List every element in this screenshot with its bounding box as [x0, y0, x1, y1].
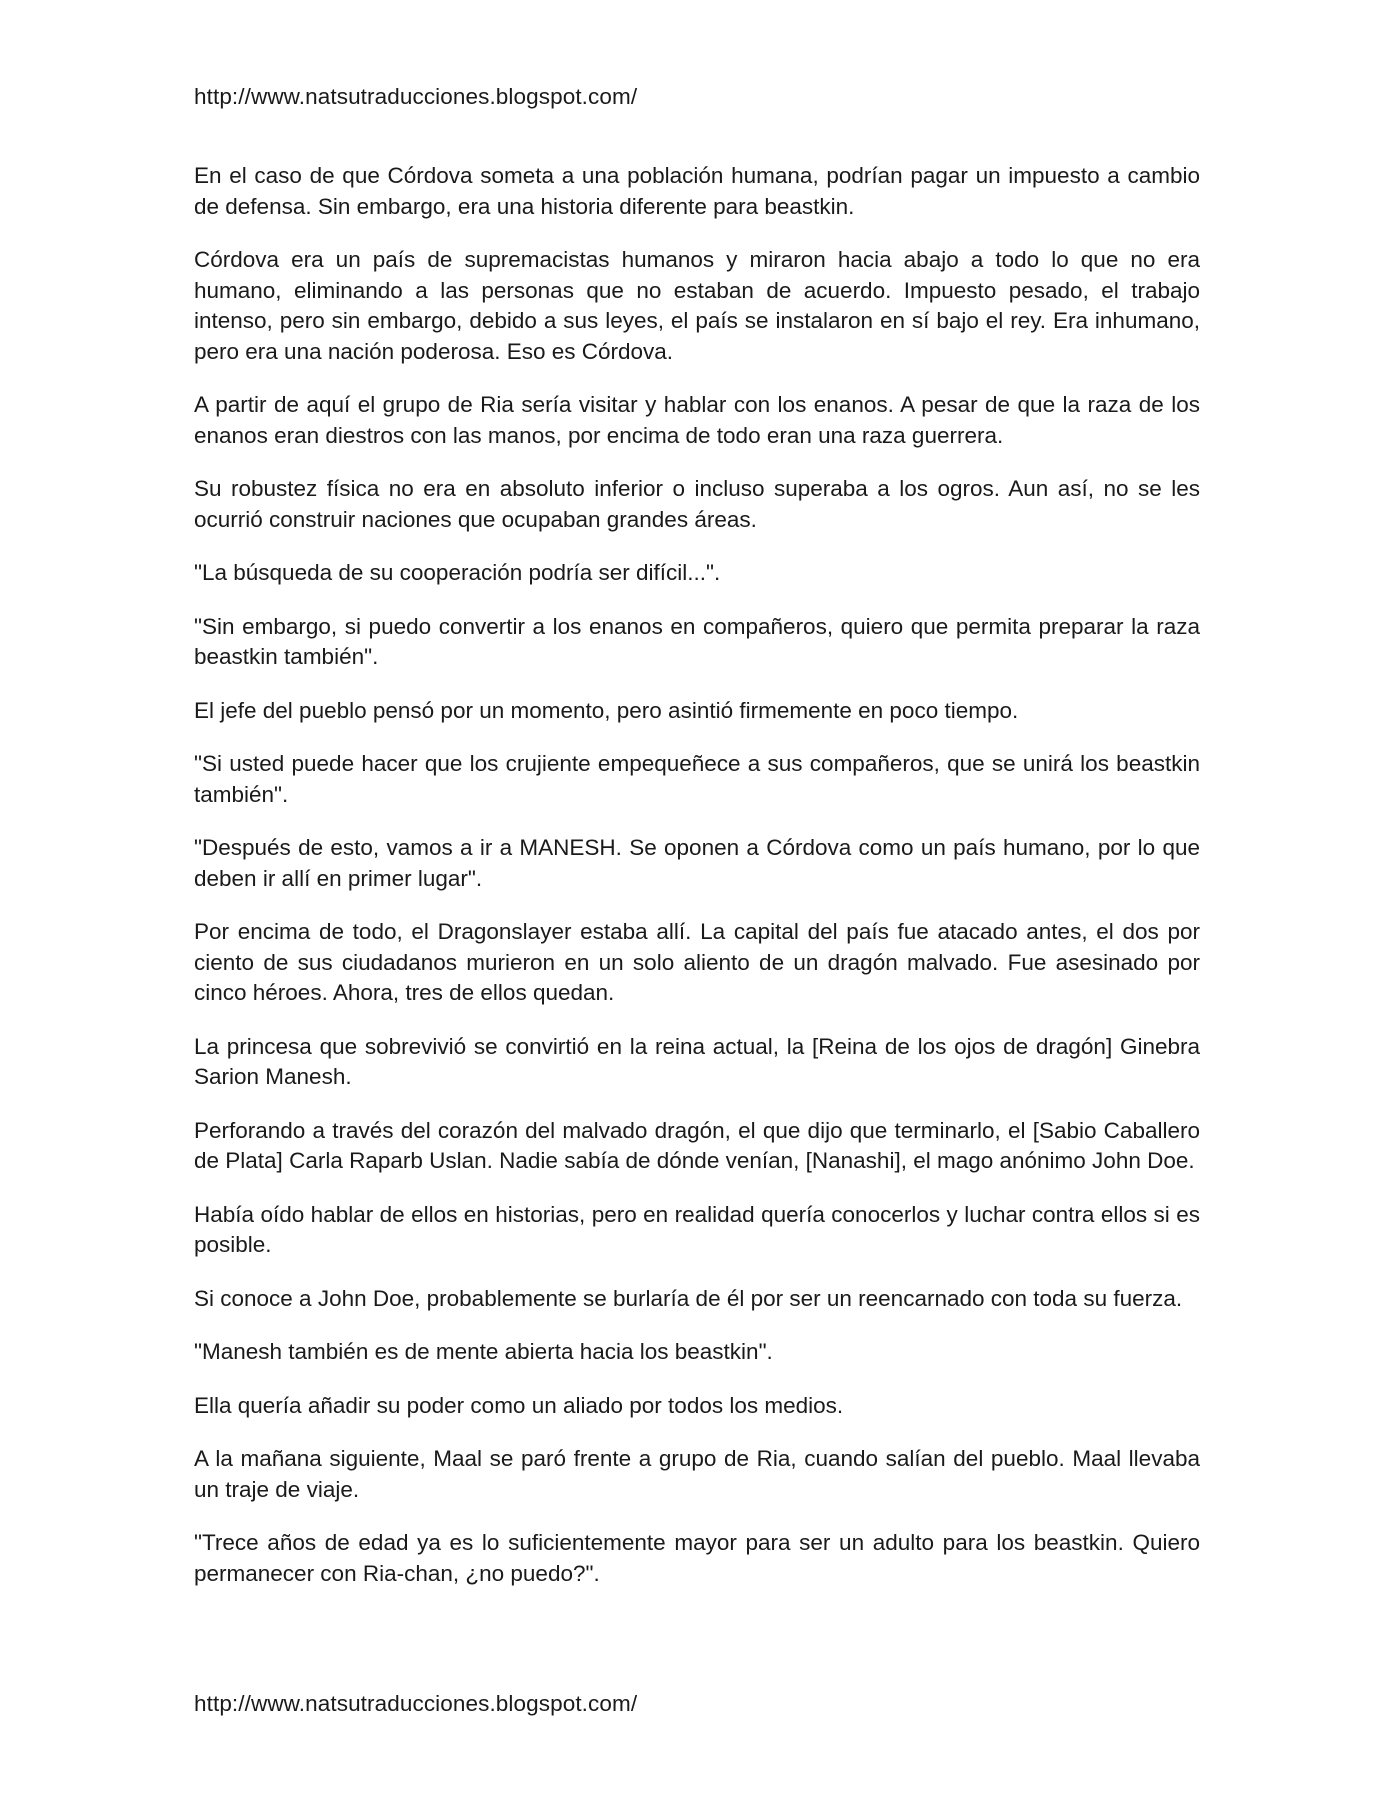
header-url: http://www.natsutraducciones.blogspot.com/: [194, 84, 638, 109]
paragraph: En el caso de que Córdova someta a una población humana, podrían pagar un impuesto a cambio de defensa. Sin embargo, era una historia diferente para beastkin.: [194, 163, 1200, 219]
paragraph: "Después de esto, vamos a ir a MANESH. Se oponen a Córdova como un país humano, por lo que deben ir allí en primer lugar".: [194, 835, 1200, 891]
paragraph: A partir de aquí el grupo de Ria sería visitar y hablar con los enanos. A pesar de que la raza de los enanos eran diestros con las manos, por encima de todo eran una raza guerrera.: [194, 392, 1200, 448]
paragraph: "Trece años de edad ya es lo suficientemente mayor para ser un adulto para los beastkin. Quiero permanecer con Ria-chan, ¿no puedo?".: [194, 1530, 1200, 1586]
paragraph: "Sin embargo, si puedo convertir a los enanos en compañeros, quiero que permita preparar la raza beastkin también".: [194, 613, 1200, 669]
paragraph: Ella quería añadir su poder como un aliado por todos los medios.: [194, 1392, 844, 1418]
paragraph: "Manesh también es de mente abierta hacia los beastkin".: [194, 1339, 773, 1364]
footer-url: http://www.natsutraducciones.blogspot.com/: [194, 1691, 638, 1716]
paragraph: "La búsqueda de su cooperación podría ser difícil...".: [194, 560, 721, 585]
paragraph: Había oído hablar de ellos en historias, pero en realidad quería conocerlos y luchar contra ellos si es posible.: [194, 1201, 1200, 1257]
paragraph: Si conoce a John Doe, probablemente se burlaría de él por ser un reencarnado con toda su fuerza.: [194, 1285, 1183, 1311]
paragraph: A la mañana siguiente, Maal se paró frente a grupo de Ria, cuando salían del pueblo. Maal llevaba un traje de viaje.: [194, 1446, 1200, 1502]
paragraph: Por encima de todo, el Dragonslayer estaba allí. La capital del país fue atacado antes, el dos por ciento de sus ciudadanos murieron en un solo aliento de un dragón malvado. Fue asesinado por cinco héroes. Ahora, tres de ellos quedan.: [194, 919, 1200, 1005]
document-body: [194, 161, 1200, 1589]
paragraph: Córdova era un país de supremacistas humanos y miraron hacia abajo a todo lo que no era humano, eliminando a las personas que no estaban de acuerdo. Impuesto pesado, el trabajo intenso, pero sin embargo, debido a sus leyes, el país se instalaron en sí bajo el rey. Era inhumano, pero era una nación poderosa. Eso es Córdova.: [194, 247, 1200, 364]
paragraph: Perforando a través del corazón del malvado dragón, el que dijo que terminarlo, el [Sabio Caballero de Plata] Carla Raparb Uslan. Nadie sabía de dónde venían, [Nanashi], el mago anónimo John Doe.: [194, 1117, 1200, 1173]
paragraph: "Si usted puede hacer que los crujiente empequeñece a sus compañeros, que se unirá los beastkin también".: [194, 751, 1200, 807]
paragraph: El jefe del pueblo pensó por un momento, pero asintió firmemente en poco tiempo.: [194, 697, 1019, 723]
paragraph: Su robustez física no era en absoluto inferior o incluso superaba a los ogros. Aun así, no se les ocurrió construir naciones que ocupaban grandes áreas.: [194, 476, 1200, 532]
paragraph: La princesa que sobrevivió se convirtió en la reina actual, la [Reina de los ojos de dragón] Ginebra Sarion Manesh.: [194, 1033, 1200, 1089]
